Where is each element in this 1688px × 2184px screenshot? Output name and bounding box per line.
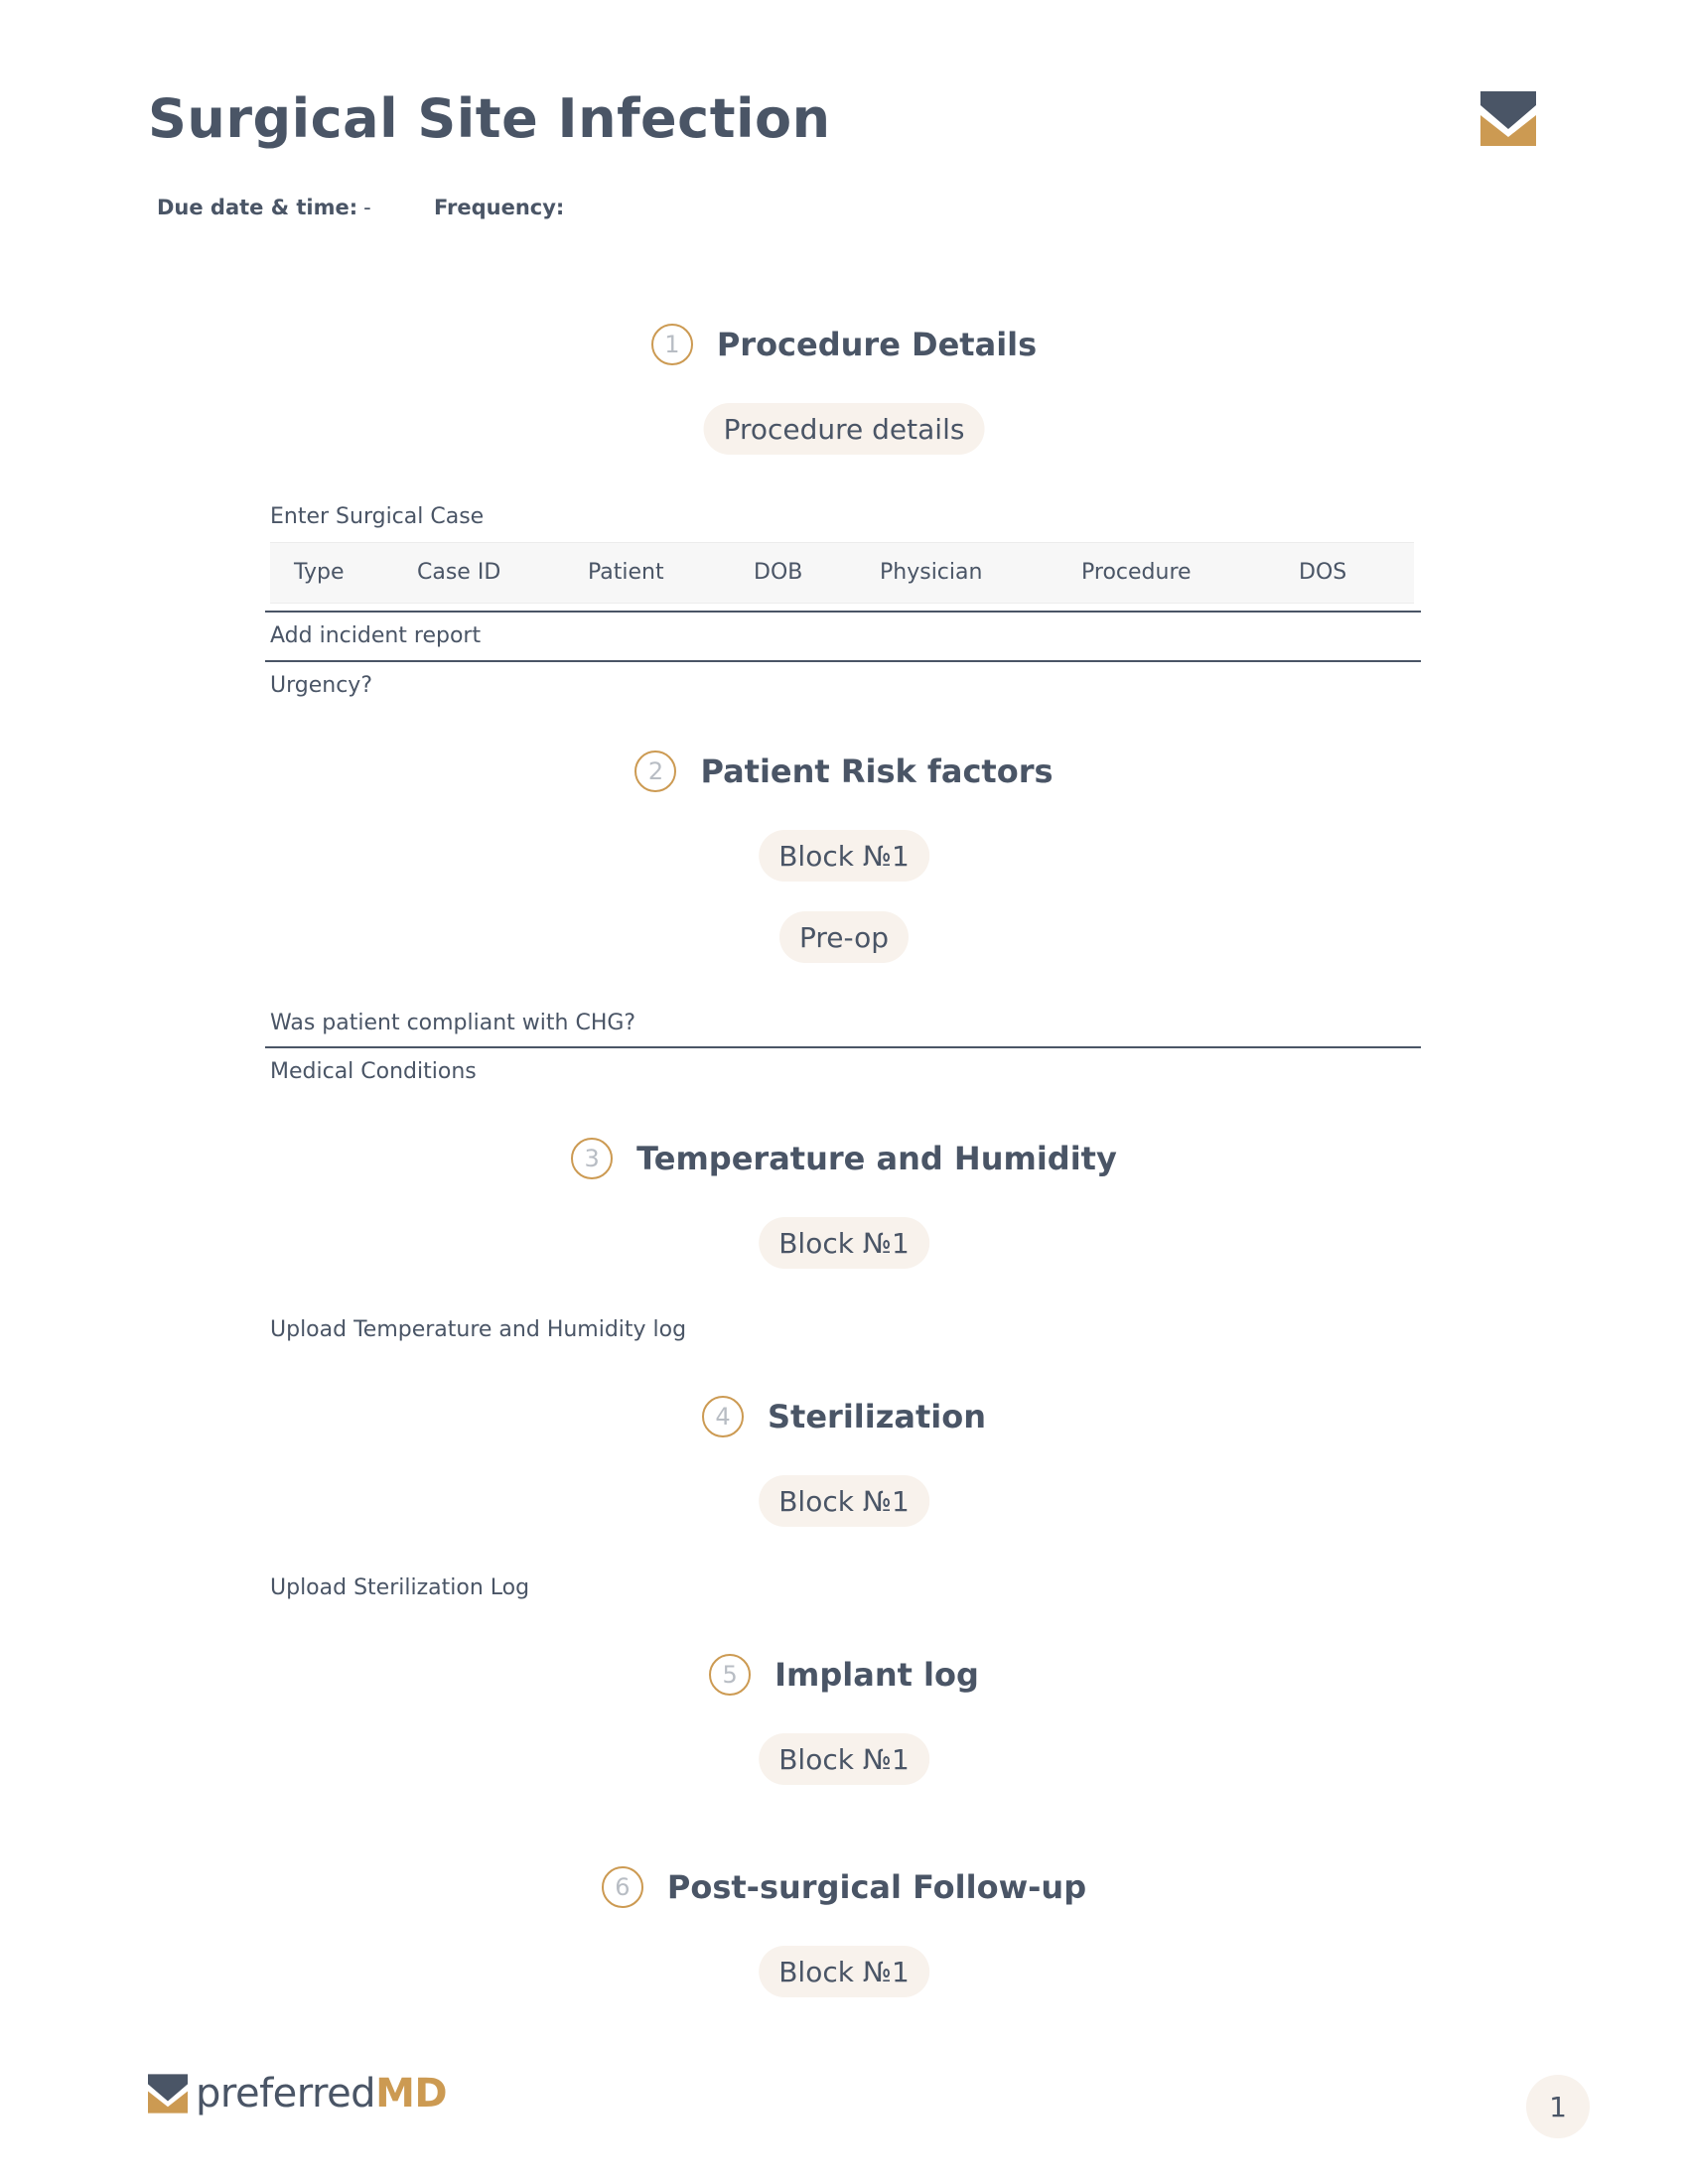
section-heading-5 — [0, 1650, 1688, 1700]
frequency-label: Frequency: — [434, 196, 565, 219]
section-title: Patient Risk factors — [700, 752, 1054, 790]
section-heading-6 — [0, 1862, 1688, 1912]
step-number-circle: 1 — [651, 324, 693, 365]
column-header-case-id: Case ID — [417, 560, 501, 585]
block-pill[interactable]: Block №1 — [759, 830, 929, 882]
field-medical-conditions: Medical Conditions — [270, 1059, 477, 1084]
step-number-circle: 6 — [602, 1866, 643, 1908]
field-add-incident-report: Add incident report — [270, 623, 482, 648]
check-logo-icon — [1480, 91, 1536, 146]
document-meta — [157, 196, 592, 219]
section-title: Post-surgical Follow-up — [666, 1868, 1087, 1906]
block-pill[interactable]: Block №1 — [759, 1475, 929, 1527]
divider — [265, 1046, 1421, 1048]
frequency — [434, 196, 564, 219]
field-chg-compliance: Was patient compliant with CHG? — [270, 1011, 636, 1035]
section-heading-3 — [0, 1134, 1688, 1183]
section-heading-4 — [0, 1392, 1688, 1441]
column-header-procedure: Procedure — [1081, 560, 1192, 585]
surgical-case-table-header — [270, 542, 1414, 604]
divider — [265, 660, 1421, 662]
column-header-patient: Patient — [588, 560, 664, 585]
section-heading-1 — [0, 320, 1688, 369]
block-pill[interactable]: Block №1 — [759, 1733, 929, 1785]
check-logo-icon — [148, 2074, 188, 2114]
section-title: Sterilization — [768, 1398, 986, 1435]
brand-name — [196, 2071, 447, 2116]
due-date-value: - — [363, 196, 371, 219]
page-number-badge: 1 — [1526, 2075, 1590, 2138]
subblock-pill[interactable]: Pre-op — [779, 911, 909, 963]
section-title: Implant log — [774, 1656, 979, 1694]
column-header-type: Type — [294, 560, 345, 585]
step-number-circle: 2 — [634, 751, 676, 792]
field-urgency: Urgency? — [270, 673, 372, 698]
table-label: Enter Surgical Case — [270, 504, 485, 529]
footer-brand-logo — [148, 2071, 447, 2116]
section-title: Procedure Details — [716, 326, 1038, 363]
document-title: Surgical Site Infection — [148, 87, 831, 150]
block-pill[interactable]: Block №1 — [759, 1217, 929, 1269]
column-header-dos: DOS — [1299, 560, 1347, 585]
section-heading-2 — [0, 747, 1688, 796]
column-header-physician: Physician — [880, 560, 983, 585]
section-title: Temperature and Humidity — [636, 1140, 1117, 1177]
brand-suffix: MD — [375, 2071, 448, 2116]
due-date-label: Due date & time: — [157, 196, 358, 219]
field-upload-sterilization-log[interactable]: Upload Sterilization Log — [270, 1575, 530, 1600]
block-pill[interactable]: Block №1 — [759, 1946, 929, 1997]
block-pill[interactable]: Procedure details — [704, 403, 985, 455]
step-number-circle: 3 — [571, 1138, 613, 1179]
step-number-circle: 4 — [702, 1396, 744, 1437]
column-header-dob: DOB — [754, 560, 803, 585]
divider — [265, 611, 1421, 613]
brand-prefix: preferred — [196, 2071, 376, 2116]
due-date — [157, 196, 406, 219]
field-upload-temperature-log[interactable]: Upload Temperature and Humidity log — [270, 1317, 687, 1342]
step-number-circle: 5 — [709, 1654, 751, 1696]
